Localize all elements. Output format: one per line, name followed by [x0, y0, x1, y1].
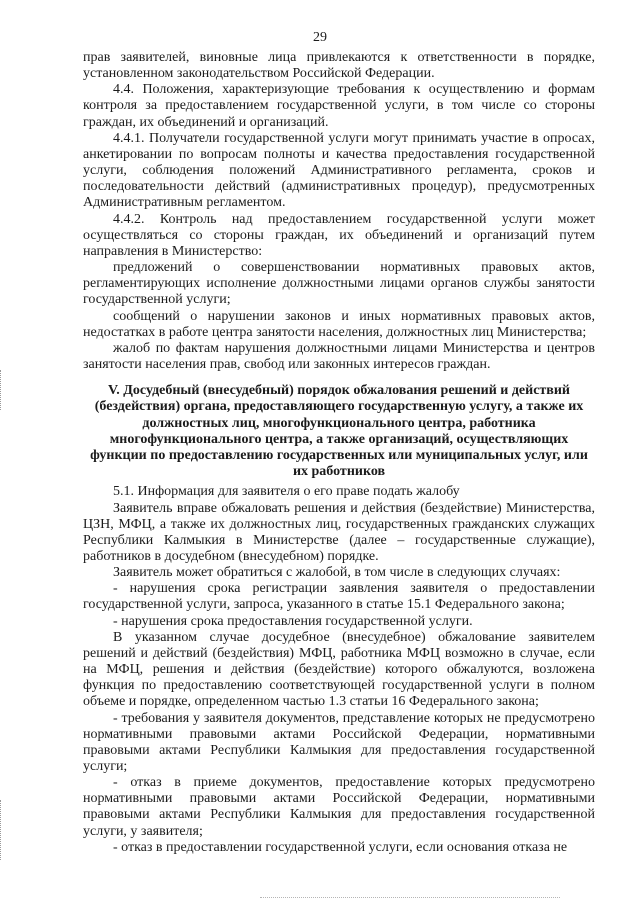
- case-refusal-acceptance: - отказ в приеме документов, предоставление которых предусмотрено нормативными правовыми актами Российской Федерации, нормативными правовыми актами Республики Калмыкия для предоставления государственной услуги, у заявителя;: [83, 775, 595, 839]
- scan-edge-mark: [0, 370, 9, 410]
- page-number: 29: [313, 30, 327, 45]
- case-service-deadline: - нарушения срока предоставления государственной услуги.: [113, 613, 473, 629]
- paragraph-4-4-1: 4.4.1. Получатели государственной услуги могут принимать участие в опросах, анкетировании по вопросам полноты и качества предоставления государственной услуги, соблюдения положений Административного регламента, сроков и последовательности действий (административных процедур), предусмотренных Административным регламентом.: [83, 130, 595, 211]
- case-refusal-service: - отказ в предоставлении государственной услуги, если основания отказа не: [113, 839, 568, 855]
- section-heading: V. Досудебный (внесудебный) порядок обжалования решений и действий (бездействия) органа, предоставляющего государственную услугу, а также их должностных лиц, многофункционального центра, работника многофункционального центра, а также организаций, осуществляющих функции по предоставлению государственных или муниципальных услуг, или их работников: [90, 383, 588, 480]
- paragraph-5-1: 5.1. Информация для заявителя о его праве подать жалобу: [113, 484, 460, 500]
- paragraph-4-4-2: 4.4.2. Контроль над предоставлением государственной услуги может осуществляться со стороны граждан, их объединений и организаций путем направления в Министерство:: [83, 211, 595, 259]
- list-item-proposals: предложений о совершенствовании нормативных правовых актов, регламентирующих исполнение должностными лицами органов службы занятости государственной услуги;: [83, 260, 595, 308]
- paragraph-continuation: прав заявителей, виновные лица привлекаются к ответственности в порядке, установленном законодательством Российской Федерации.: [83, 50, 595, 82]
- paragraph-mfc-appeal: В указанном случае досудебное (внесудебное) обжалование заявителем решений и действий (бездействия) МФЦ, работника МФЦ возможно в случае, если на МФЦ, решения и действия (бездействие) которого обжалуются, возложена функция по предоставлению соответствующей государственной услуги в полном объеме и порядке, определенном частью 1.3 статьи 16 Федерального закона;: [83, 629, 595, 710]
- scan-bottom-rule: [260, 897, 560, 898]
- list-item-reports: сообщений о нарушении законов и иных нормативных правовых актов, недостатках в работе центра занятости населения, должностных лиц Министерства;: [83, 308, 595, 340]
- case-registration-deadline: - нарушения срока регистрации заявления заявителя о предоставлении государственной услуги, запроса, указанного в статье 15.1 Федерального закона;: [83, 581, 595, 613]
- paragraph-4-4: 4.4. Положения, характеризующие требования к осуществлению и формам контроля за предоставлением государственной услуги, в том числе со стороны граждан, их объединений и организаций.: [83, 82, 595, 130]
- paragraph-cases-intro: Заявитель может обратиться с жалобой, в том числе в следующих случаях:: [113, 565, 561, 581]
- paragraph-appeal-right: Заявитель вправе обжаловать решения и действия (бездействие) Министерства, ЦЗН, МФЦ, а также их должностных лиц, государственных гражданских служащих Республики Калмыкия в Министерстве (далее – государственные служащие), работников в досудебном (внесудебном) порядке.: [83, 500, 595, 564]
- list-item-complaints: жалоб по фактам нарушения должностными лицами Министерства и центров занятости населения прав, свобод или законных интересов граждан.: [83, 340, 595, 372]
- case-extra-documents: - требования у заявителя документов, представление которых не предусмотрено нормативными правовыми актами Российской Федерации, нормативными правовыми актами Республики Калмыкия для предоставления государственной услуги;: [83, 710, 595, 774]
- document-body: [83, 50, 595, 856]
- scan-edge-mark: [0, 800, 9, 860]
